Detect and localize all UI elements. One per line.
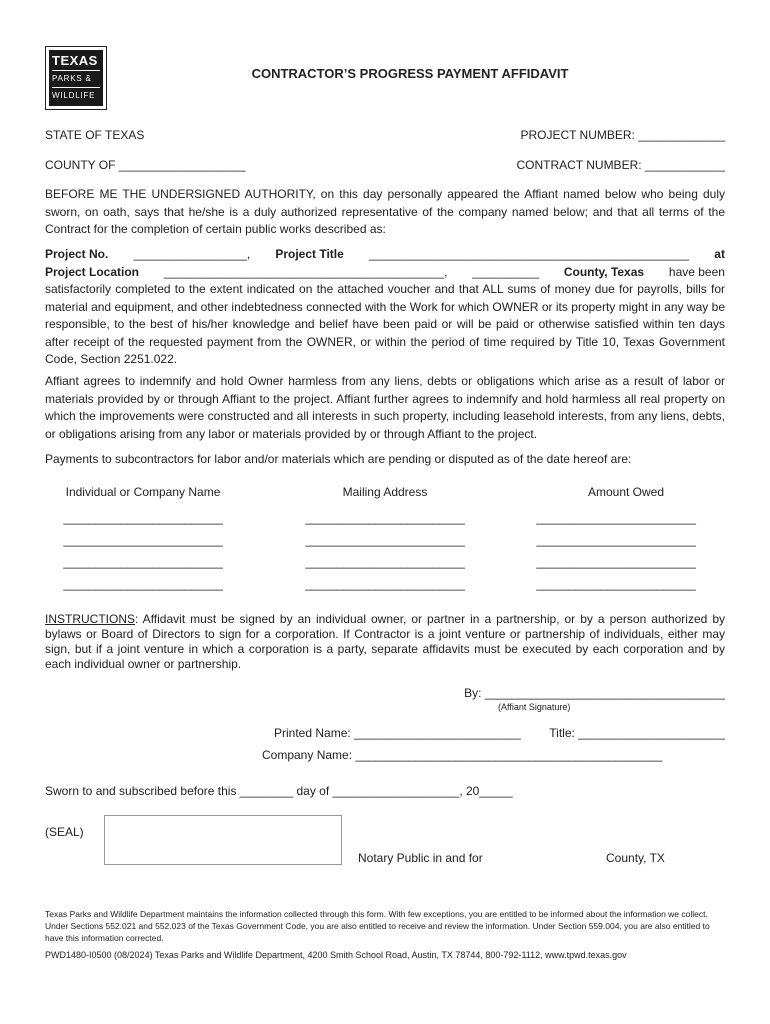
instructions-label: INSTRUCTIONS bbox=[45, 612, 135, 626]
project-line-2 bbox=[45, 264, 725, 282]
affiant-signature-caption: (Affiant Signature) bbox=[498, 702, 571, 712]
county-tx-label: County, TX bbox=[606, 851, 665, 865]
logo-line-parks: PARKS & bbox=[52, 74, 92, 83]
project-no-field[interactable]: _________________, bbox=[133, 247, 251, 261]
name-blank-3[interactable]: _________________________ bbox=[63, 555, 223, 569]
county-name-field[interactable]: __________ bbox=[472, 265, 540, 279]
county-field[interactable]: COUNTY OF ___________________ bbox=[45, 158, 246, 172]
notary-public-label: Notary Public in and for bbox=[358, 851, 483, 865]
at-label: at bbox=[714, 247, 725, 261]
state-label: STATE OF TEXAS bbox=[45, 128, 145, 142]
seal-label: (SEAL) bbox=[45, 825, 84, 839]
company-name-field[interactable]: Company Name: ______________________________________________ bbox=[262, 748, 663, 762]
project-number-field[interactable]: PROJECT NUMBER: _____________ bbox=[520, 128, 725, 142]
logo-line-texas: TEXAS bbox=[52, 53, 98, 68]
name-blank-2[interactable]: _________________________ bbox=[63, 533, 223, 547]
page-title: CONTRACTOR’S PROGRESS PAYMENT AFFIDAVIT bbox=[251, 66, 569, 81]
county-texas-label: County, Texas bbox=[563, 265, 645, 279]
address-blank-4[interactable]: _________________________ bbox=[305, 577, 465, 591]
indemnify-paragraph: Affiant agrees to indemnify and hold Owner harmless from any liens, debts or obligations which arise as a result of labor or materials provided by or through Affiant to the project. Affiant further agrees to indemnify and hold harmless all real property on which the improvements were constructed and all interests in such property, including leasehold interests, from any liens, debts, or obligations arising from any labor or materials provided by or through Affiant to the project. bbox=[45, 374, 725, 441]
project-no-label: Project No. bbox=[45, 247, 109, 261]
amount-blank-2[interactable]: _________________________ bbox=[536, 533, 696, 547]
project-title-label: Project Title bbox=[275, 247, 344, 261]
form-footer: PWD1480-I0500 (08/2024) Texas Parks and Wildlife Department, 4200 Smith School Road, Austin, TX 78744, 800-792-1112, www.tpwd.texas.gov bbox=[45, 950, 627, 960]
project-location-label: Project Location bbox=[45, 265, 140, 279]
have-been-text: have been bbox=[668, 265, 725, 279]
instructions-text: : Affidavit must be signed by an individual owner, or partner in a partnership, or by a person authorized by bylaws or Board of Directors to sign for a corporation. If Contractor is a joint venture or partnership of individuals, either may sign, but if a joint venture in which a corporation is a party, separate affidavits must be executed by each corporation and by each individual owner or partnership. bbox=[45, 612, 725, 671]
logo-line-wildlife: WILDLIFE bbox=[52, 91, 96, 100]
privacy-notice: Texas Parks and Wildlife Department maintains the information collected through this form. With few exceptions, you are entitled to be informed about the information we collect. Under Sections 552.021 and 552.023 of the Texas Government Code, you are also entitled to receive and review the information. Under Section 559.004, you are also entitled to have this information corrected. bbox=[45, 909, 710, 943]
project-line-1 bbox=[45, 246, 725, 264]
amount-blank-1[interactable]: _________________________ bbox=[536, 511, 696, 525]
instructions-paragraph bbox=[45, 612, 725, 672]
address-blank-3[interactable]: _________________________ bbox=[305, 555, 465, 569]
sworn-statement[interactable]: Sworn to and subscribed before this ________ day of ___________________, 20_____ bbox=[45, 784, 513, 798]
payments-paragraph: Payments to subcontractors for labor and/or materials which are pending or disputed as of the date hereof are: bbox=[45, 452, 632, 466]
name-blank-1[interactable]: _________________________ bbox=[63, 511, 223, 525]
column-header-address: Mailing Address bbox=[342, 485, 428, 499]
amount-blank-3[interactable]: _________________________ bbox=[536, 555, 696, 569]
amount-blank-4[interactable]: _________________________ bbox=[536, 577, 696, 591]
printed-name-field[interactable]: Printed Name: _________________________ bbox=[274, 726, 521, 740]
address-blank-1[interactable]: _________________________ bbox=[305, 511, 465, 525]
address-blank-2[interactable]: _________________________ bbox=[305, 533, 465, 547]
name-blank-4[interactable]: _________________________ bbox=[63, 577, 223, 591]
column-header-name: Individual or Company Name bbox=[65, 485, 221, 499]
title-field[interactable]: Title: ______________________ bbox=[549, 726, 725, 740]
contract-number-field[interactable]: CONTRACT NUMBER: ____________ bbox=[516, 158, 725, 172]
intro-paragraph: BEFORE ME THE UNDERSIGNED AUTHORITY, on this day personally appeared the Affiant named below who being duly sworn, on oath, says that he/she is a duly authorized representative of the company named below; and that all terms of the Contract for the completion of certain public works described as: bbox=[45, 187, 725, 236]
seal-box bbox=[104, 815, 342, 865]
project-location-field[interactable]: __________________________________________, bbox=[163, 265, 448, 279]
signature-field[interactable]: By: ____________________________________ bbox=[464, 686, 725, 700]
satisfaction-paragraph: satisfactorily completed to the extent indicated on the attached voucher and that ALL sums of money due for payrolls, bills for material and equipment, and other indebtedness connected with the Work for which OWNER or its property might in any way be responsible, to the best of his/her knowledge and belief have been paid or will be paid or otherwise satisfied within ten days after receipt of the requested payment from the OWNER, or within the period of time required by Title 10, Texas Government Code, Section 2251.022. bbox=[45, 282, 725, 366]
column-header-amount: Amount Owed bbox=[587, 485, 665, 499]
project-title-field[interactable]: ________________________________________________ bbox=[368, 247, 690, 261]
logo-divider bbox=[52, 87, 100, 88]
